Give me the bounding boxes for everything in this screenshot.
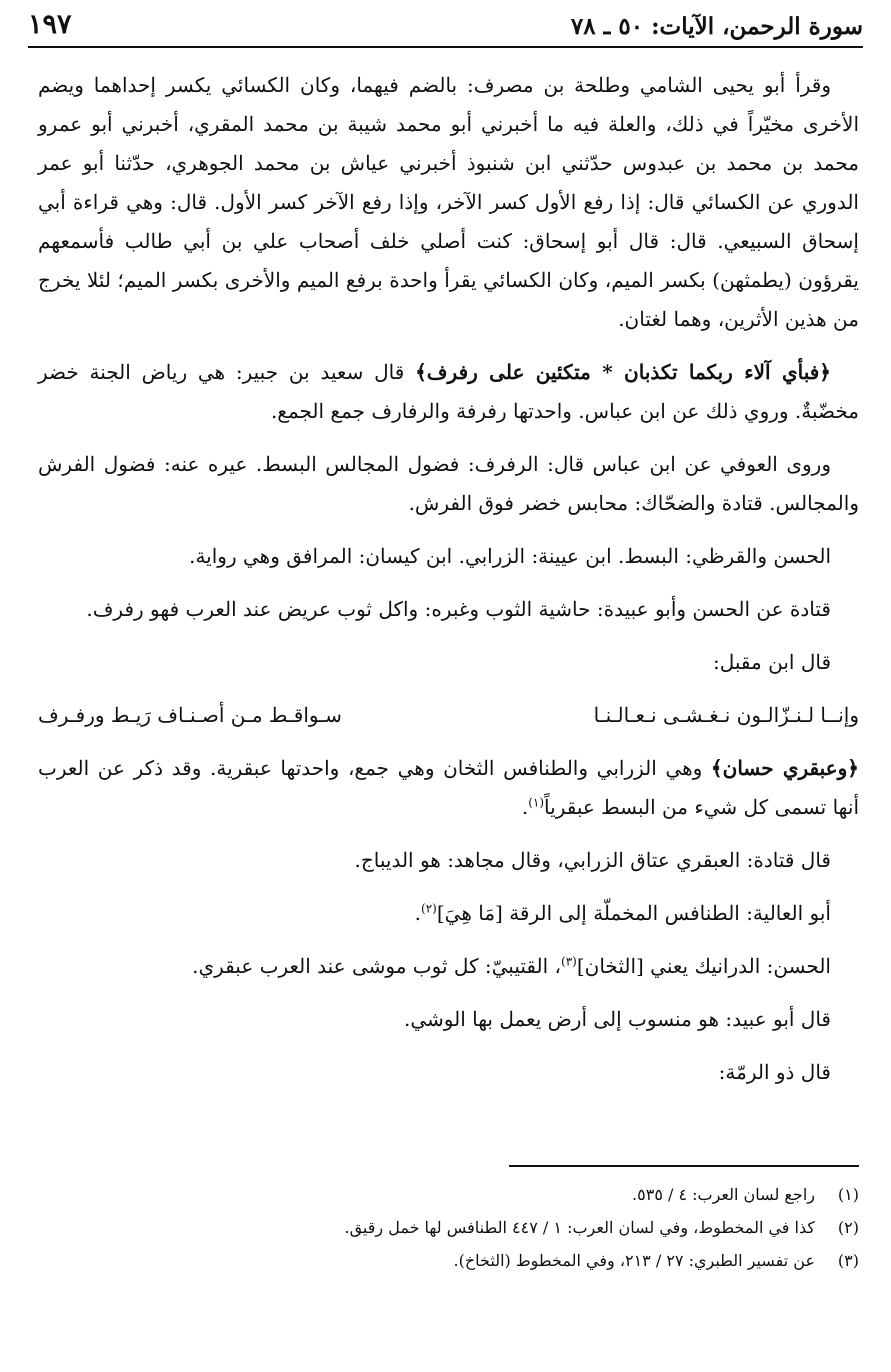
verse-second-hemistich: سـواقـط مـن أصـنـاف رَيـط ورفـرف: [38, 703, 342, 727]
paragraph-text: وهي الزرابي والطنافس الثخان وهي جمع، واحدتها عبقرية. وقد ذكر عن العرب أنها تسمى كل شيء من البسط عبقرياً: [38, 756, 859, 819]
footnote-text: راجع لسان العرب: ٤ / ٥٣٥.: [632, 1185, 815, 1204]
quran-verse: ﴿فبأي آلاء ربكما تكذبان * متكئين على رفرف﴾: [415, 360, 832, 384]
paragraph: قال قتادة: العبقري عتاق الزرابي، وقال مجاهد: هو الديباج.: [354, 848, 831, 872]
main-text: [38, 66, 859, 1106]
paragraph-text: قال سعيد بن جبير: هي رياض الجنة خضر مخضّبةٌ. وروي ذلك عن ابن عباس. واحدتها رفرفة والرفارف جمع الجمع.: [38, 360, 859, 423]
paragraph: قتادة عن الحسن وأبو عبيدة: حاشية الثوب وغبره: واكل ثوب عريض عند العرب فهو رفرف.: [86, 597, 831, 621]
paragraph: الحسن: الدرانيك يعني [الثخان]$^{(٣)}$، القتيبيّ: كل ثوب موشى عند العرب عبقري.: [192, 954, 831, 978]
paragraph: أبو العالية: الطنافس المخملّة إلى الرقة [مَا هِيَ]$^{(٢)}$.: [414, 901, 831, 925]
paragraph: قال أبو عبيد: هو منسوب إلى أرض يعمل بها الوشي.: [403, 1007, 831, 1031]
surah-title: سورة الرحمن، الآيات: ٥٠ ـ ٧٨: [570, 13, 863, 40]
paragraph: وقرأ أبو يحيى الشامي وطلحة بن مصرف: بالضم فيهما، وكان الكسائي يكسر إحداهما ويضم الأخرى مخيّراً في ذلك، والعلة فيه ما أخبرني أبو محمد شيبة بن محمد المقري، أخبرني أبو عمرو محمد بن محمد بن عبدوس حدّثني ابن شنبوذ أخبرني عياش بن محمد الجوهري، حدّثنا أبو عمر الدوري عن الكسائي قال: إذا رفع الأول كسر الآخر، وإذا رفع الآخر كسر الأول. قال: وهي قراءة أبي إسحاق السبيعي. قال: قال أبو إسحاق: كنت أصلي خلف أصحاب علي بن أبي طالب فأسمعهم يقرؤون (يطمثهن) بكسر الميم، وكان الكسائي يقرأ واحدة برفع الميم والأخرى بكسر الميم؛ لئلا يخرج من هذين الأثرين، وهما لغتان.: [38, 73, 859, 331]
footnote-number: (٣): [837, 1251, 859, 1270]
footnote-number: (١): [837, 1185, 859, 1204]
footnote-divider: [509, 1165, 859, 1167]
quran-verse: ﴿وعبقري حسان﴾: [710, 756, 859, 780]
page-number: ١٩٧: [28, 9, 72, 40]
paragraph: قال ذو الرمّة:: [718, 1060, 831, 1084]
footnote: [38, 1211, 859, 1244]
footnotes: [38, 1178, 859, 1277]
footnote-ref[interactable]: (٣): [561, 954, 577, 969]
footnote-number: (٢): [837, 1218, 859, 1237]
paragraph: وروى العوفي عن ابن عباس قال: الرفرف: فضول المجالس البسط. عيره عنه: فضول الفرش والمجالس. قتادة والضحّاك: محابس خضر فوق الفرش.: [38, 452, 859, 515]
paragraph: ﴿وعبقري حسان﴾ وهي الزرابي والطنافس الثخان وهي جمع، واحدتها عبقرية. وقد ذكر عن العرب أنها تسمى كل شيء من البسط عبقرياً$^{(١)}$.: [38, 756, 859, 819]
footnote-text: كذا في المخطوط، وفي لسان العرب: ١ / ٤٤٧ الطنافس لها خمل رقيق.: [344, 1218, 815, 1237]
footnote-ref[interactable]: (٢): [421, 901, 437, 916]
footnote: [38, 1178, 859, 1211]
footnote-text: عن تفسير الطبري: ٢٧ / ٢١٣، وفي المخطوط (الثخاخ).: [453, 1251, 815, 1270]
paragraph: قال ابن مقبل:: [713, 650, 831, 674]
poem-verse: [38, 696, 859, 735]
footnote-ref[interactable]: (١): [528, 795, 545, 810]
paragraph: [38, 353, 859, 431]
paragraph: الحسن والقرظي: البسط. ابن عيينة: الزرابي. ابن كيسان: المرافق وهي رواية.: [189, 544, 831, 568]
footnote: [38, 1244, 859, 1277]
running-header: [28, 0, 863, 48]
verse-first-hemistich: وإنــا لـنـزّالـون نـغـشـى نـعـالـنـا: [593, 703, 859, 727]
